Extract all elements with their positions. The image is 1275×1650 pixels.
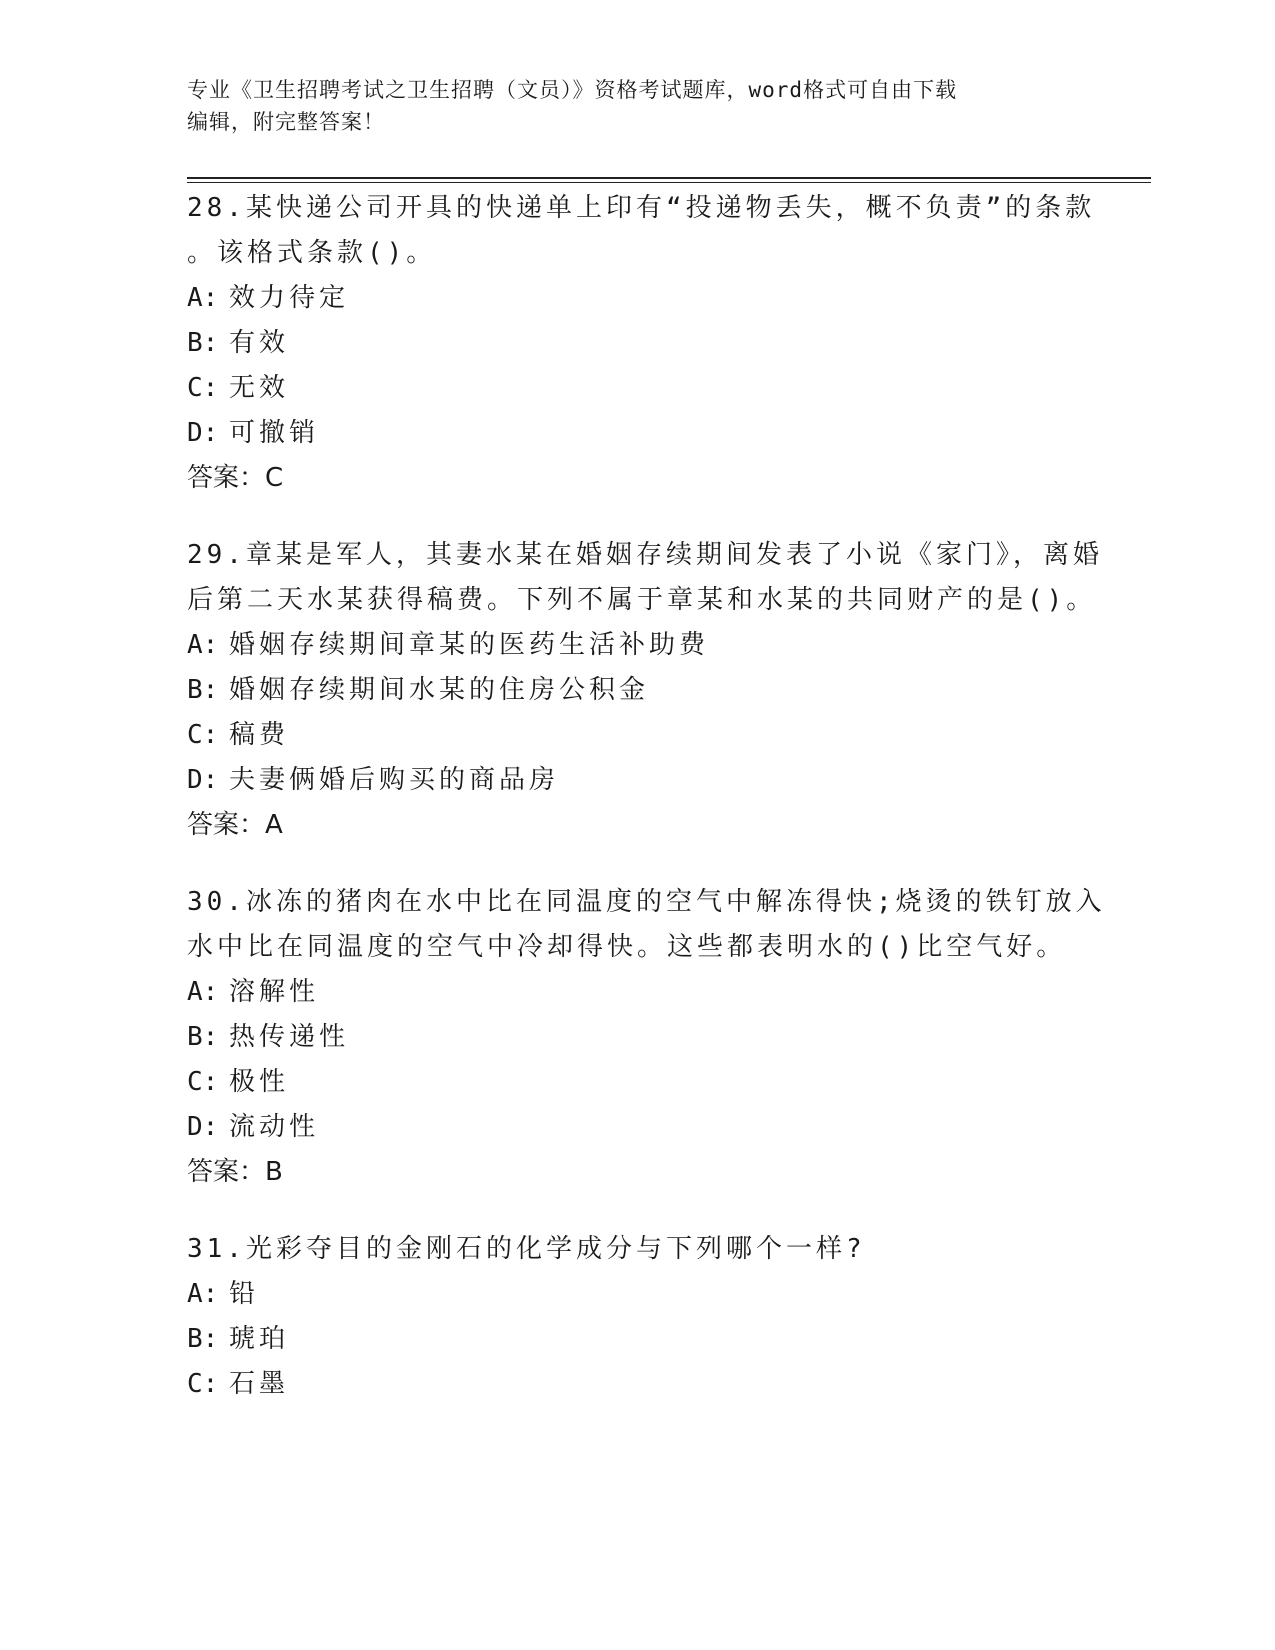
option-c	[187, 1060, 1107, 1105]
header-line-2: 编辑，附完整答案！	[187, 110, 385, 134]
option-text: 无效	[229, 373, 290, 403]
option-letter: D:	[187, 418, 219, 448]
question-28	[187, 186, 1107, 501]
option-letter: B:	[187, 1022, 219, 1052]
option-letter: B:	[187, 1324, 219, 1354]
option-letter: A:	[187, 977, 219, 1007]
option-letter: C:	[187, 373, 219, 403]
option-text: 极性	[229, 1067, 290, 1097]
option-text: 夫妻俩婚后购买的商品房	[229, 765, 560, 795]
option-letter: B:	[187, 675, 219, 705]
question-stem-line: 。该格式条款()。	[187, 238, 437, 268]
option-text: 石墨	[229, 1369, 290, 1399]
header-note	[187, 74, 1087, 138]
question-list	[187, 186, 1107, 1439]
option-letter: B:	[187, 328, 219, 358]
option-letter: C:	[187, 1067, 219, 1097]
question-31	[187, 1227, 1107, 1407]
option-letter: A:	[187, 630, 219, 660]
option-text: 热传递性	[229, 1022, 350, 1052]
option-d	[187, 1105, 1107, 1150]
option-a	[187, 623, 1107, 668]
question-29	[187, 533, 1107, 848]
option-letter: C:	[187, 720, 219, 750]
option-a	[187, 970, 1107, 1015]
option-letter: A:	[187, 283, 219, 313]
question-stem-line: 29.章某是军人，其妻水某在婚姻存续期间发表了小说《家门》，离婚	[187, 540, 1103, 570]
option-a	[187, 1272, 1107, 1317]
option-c	[187, 1362, 1107, 1407]
option-d	[187, 411, 1107, 456]
question-stem-line: 31.光彩夺目的金刚石的化学成分与下列哪个一样?	[187, 1234, 866, 1264]
option-c	[187, 713, 1107, 758]
option-letter: C:	[187, 1369, 219, 1399]
header-divider-thick	[187, 177, 1151, 179]
option-text: 效力待定	[229, 283, 350, 313]
answer-line: 答案：C	[187, 463, 284, 493]
option-text: 流动性	[229, 1112, 320, 1142]
question-stem-line: 28.某快递公司开具的快递单上印有“投递物丢失，概不负责”的条款	[187, 193, 1096, 223]
option-letter: A:	[187, 1279, 219, 1309]
option-text: 婚姻存续期间水某的住房公积金	[229, 675, 650, 705]
option-text: 有效	[229, 328, 290, 358]
option-b	[187, 1317, 1107, 1362]
question-stem-line: 水中比在同温度的空气中冷却得快。这些都表明水的()比空气好。	[187, 932, 1067, 962]
option-text: 婚姻存续期间章某的医药生活补助费	[229, 630, 710, 660]
option-b	[187, 668, 1107, 713]
header-line-1: 专业《卫生招聘考试之卫生招聘（文员）》资格考试题库，word格式可自由下载	[187, 78, 958, 102]
answer-line: 答案：A	[187, 810, 283, 840]
option-b	[187, 1015, 1107, 1060]
option-letter: D:	[187, 765, 219, 795]
option-a	[187, 276, 1107, 321]
answer-line: 答案：B	[187, 1157, 283, 1187]
option-text: 琥珀	[229, 1324, 290, 1354]
option-b	[187, 321, 1107, 366]
option-letter: D:	[187, 1112, 219, 1142]
question-stem-line: 后第二天水某获得稿费。下列不属于章某和水某的共同财产的是()。	[187, 585, 1097, 615]
option-c	[187, 366, 1107, 411]
option-text: 铅	[229, 1279, 260, 1309]
question-30	[187, 880, 1107, 1195]
option-text: 稿费	[229, 720, 290, 750]
option-text: 溶解性	[229, 977, 320, 1007]
header-divider-thin	[187, 182, 1151, 183]
option-d	[187, 758, 1107, 803]
option-text: 可撤销	[229, 418, 320, 448]
question-stem-line: 30.冰冻的猪肉在水中比在同温度的空气中解冻得快;烧烫的铁钉放入	[187, 887, 1106, 917]
